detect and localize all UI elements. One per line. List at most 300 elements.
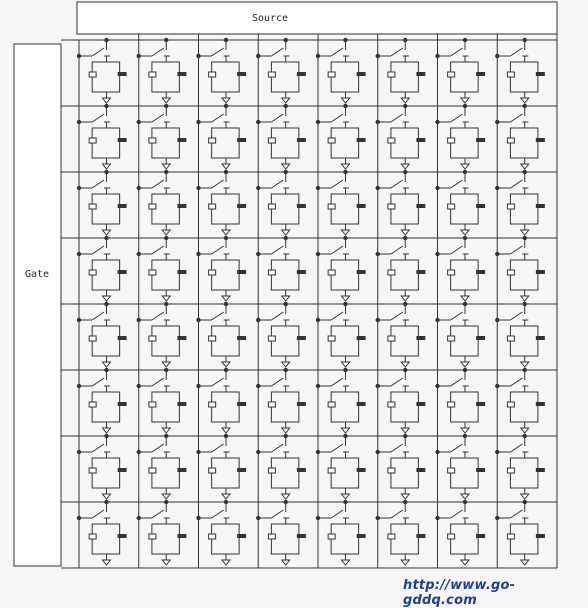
lc-cell-icon (268, 402, 275, 407)
lc-cell-icon (89, 270, 96, 275)
tft-switch-icon (271, 510, 283, 518)
tft-switch-icon (451, 48, 463, 56)
tft-switch-icon (391, 114, 403, 122)
storage-capacitor-icon (536, 138, 545, 142)
storage-capacitor-icon (357, 204, 366, 208)
ground-icon (341, 230, 349, 235)
storage-capacitor-icon (416, 138, 425, 142)
pixel-cell (316, 236, 366, 301)
lc-cell-icon (328, 138, 335, 143)
tft-switch-icon (92, 180, 104, 188)
storage-capacitor-icon (237, 468, 246, 472)
ground-icon (222, 164, 230, 169)
ground-icon (401, 362, 409, 367)
ground-icon (222, 560, 230, 565)
tft-switch-icon (451, 510, 463, 518)
ground-icon (102, 560, 110, 565)
lc-cell-icon (448, 138, 455, 143)
pixel-cell (256, 302, 306, 367)
lc-cell-icon (149, 402, 156, 407)
ground-icon (461, 296, 469, 301)
lc-cell-icon (89, 138, 96, 143)
pixel-cell (77, 104, 127, 169)
ground-icon (162, 362, 170, 367)
pixel-cell (316, 500, 366, 565)
tft-switch-icon (391, 444, 403, 452)
pixel-cell (196, 38, 246, 103)
ground-icon (401, 296, 409, 301)
storage-capacitor-icon (357, 138, 366, 142)
storage-capacitor-icon (536, 270, 545, 274)
tft-switch-icon (451, 180, 463, 188)
storage-capacitor-icon (476, 468, 485, 472)
lc-cell-icon (507, 468, 514, 473)
ground-icon (282, 560, 290, 565)
storage-capacitor-icon (237, 336, 246, 340)
pixel-cell (376, 104, 426, 169)
pixel-cell (137, 368, 187, 433)
ground-icon (222, 98, 230, 103)
tft-switch-icon (212, 312, 224, 320)
storage-capacitor-icon (416, 534, 425, 538)
tft-switch-icon (391, 510, 403, 518)
ground-icon (162, 560, 170, 565)
storage-capacitor-icon (416, 270, 425, 274)
pixel-cell (435, 170, 485, 235)
ground-icon (282, 296, 290, 301)
lc-cell-icon (388, 204, 395, 209)
tft-switch-icon (451, 444, 463, 452)
lc-cell-icon (448, 534, 455, 539)
lc-cell-icon (268, 204, 275, 209)
lc-cell-icon (209, 468, 216, 473)
storage-capacitor-icon (476, 402, 485, 406)
tft-switch-icon (510, 48, 522, 56)
pixel-cell (137, 302, 187, 367)
storage-capacitor-icon (177, 468, 186, 472)
tft-switch-icon (212, 246, 224, 254)
lc-cell-icon (328, 468, 335, 473)
storage-capacitor-icon (476, 270, 485, 274)
ground-icon (521, 428, 529, 433)
storage-capacitor-icon (416, 402, 425, 406)
storage-capacitor-icon (357, 270, 366, 274)
ground-icon (162, 164, 170, 169)
tft-switch-icon (451, 312, 463, 320)
tft-switch-icon (212, 510, 224, 518)
storage-capacitor-icon (536, 336, 545, 340)
tft-switch-icon (391, 180, 403, 188)
tft-switch-icon (212, 444, 224, 452)
pixel-cell (196, 104, 246, 169)
tft-switch-icon (331, 312, 343, 320)
lc-cell-icon (507, 402, 514, 407)
pixel-cell (435, 38, 485, 103)
lc-cell-icon (268, 72, 275, 77)
lc-cell-icon (388, 468, 395, 473)
lc-cell-icon (328, 72, 335, 77)
tft-switch-icon (271, 114, 283, 122)
storage-capacitor-icon (536, 534, 545, 538)
pixel-cell (376, 302, 426, 367)
storage-capacitor-icon (357, 468, 366, 472)
ground-icon (162, 98, 170, 103)
storage-capacitor-icon (297, 336, 306, 340)
ground-icon (461, 494, 469, 499)
storage-capacitor-icon (297, 468, 306, 472)
pixel-cell (137, 170, 187, 235)
pixel-cell (495, 434, 545, 499)
pixel-cell (77, 302, 127, 367)
tft-switch-icon (391, 48, 403, 56)
lc-cell-icon (268, 270, 275, 275)
ground-icon (162, 428, 170, 433)
pixel-cell (137, 236, 187, 301)
ground-icon (401, 494, 409, 499)
ground-icon (282, 494, 290, 499)
pixel-cell (376, 368, 426, 433)
tft-switch-icon (92, 246, 104, 254)
lc-cell-icon (388, 138, 395, 143)
tft-switch-icon (510, 378, 522, 386)
ground-icon (341, 98, 349, 103)
storage-capacitor-icon (476, 138, 485, 142)
storage-capacitor-icon (536, 402, 545, 406)
tft-switch-icon (331, 114, 343, 122)
lc-cell-icon (149, 204, 156, 209)
storage-capacitor-icon (118, 72, 127, 76)
pixel-cell (495, 236, 545, 301)
lc-cell-icon (388, 336, 395, 341)
lc-cell-icon (448, 270, 455, 275)
tft-switch-icon (92, 444, 104, 452)
ground-icon (102, 428, 110, 433)
pixel-cell (256, 170, 306, 235)
tft-switch-icon (152, 510, 164, 518)
pixel-cell (435, 434, 485, 499)
lc-cell-icon (149, 270, 156, 275)
ground-icon (222, 428, 230, 433)
tft-switch-icon (391, 246, 403, 254)
storage-capacitor-icon (476, 534, 485, 538)
lc-cell-icon (89, 336, 96, 341)
storage-capacitor-icon (237, 402, 246, 406)
storage-capacitor-icon (536, 72, 545, 76)
tft-switch-icon (331, 180, 343, 188)
storage-capacitor-icon (536, 468, 545, 472)
gate-bus (14, 44, 61, 566)
lc-cell-icon (268, 468, 275, 473)
pixel-cell (376, 170, 426, 235)
pixel-cell (376, 38, 426, 103)
ground-icon (461, 98, 469, 103)
matrix-grid (61, 34, 557, 568)
lc-cell-icon (209, 270, 216, 275)
ground-icon (102, 494, 110, 499)
tft-switch-icon (331, 48, 343, 56)
gate-label: Gate (24, 269, 50, 280)
ground-icon (401, 98, 409, 103)
tft-switch-icon (92, 114, 104, 122)
lc-cell-icon (507, 336, 514, 341)
lc-cell-icon (328, 270, 335, 275)
ground-icon (341, 428, 349, 433)
tft-switch-icon (451, 246, 463, 254)
storage-capacitor-icon (177, 138, 186, 142)
pixel-cell (376, 500, 426, 565)
lc-cell-icon (89, 72, 96, 77)
tft-switch-icon (271, 312, 283, 320)
pixel-cell (435, 500, 485, 565)
pixel-cell (196, 302, 246, 367)
storage-capacitor-icon (476, 336, 485, 340)
tft-switch-icon (510, 444, 522, 452)
ground-icon (282, 98, 290, 103)
lc-cell-icon (388, 534, 395, 539)
pixel-cell (256, 434, 306, 499)
pixel-cell (256, 500, 306, 565)
pixel-cell (196, 170, 246, 235)
storage-capacitor-icon (297, 402, 306, 406)
source-bus (77, 2, 557, 34)
storage-capacitor-icon (476, 72, 485, 76)
lc-cell-icon (448, 72, 455, 77)
pixel-cell (316, 434, 366, 499)
tft-switch-icon (510, 312, 522, 320)
tft-switch-icon (331, 444, 343, 452)
lc-cell-icon (149, 468, 156, 473)
storage-capacitor-icon (118, 336, 127, 340)
tft-switch-icon (271, 444, 283, 452)
tft-switch-icon (212, 114, 224, 122)
ground-icon (222, 230, 230, 235)
storage-capacitor-icon (357, 402, 366, 406)
pixel-cell (495, 104, 545, 169)
lc-cell-icon (268, 534, 275, 539)
lc-cell-icon (89, 204, 96, 209)
lc-cell-icon (209, 534, 216, 539)
tft-switch-icon (510, 114, 522, 122)
tft-switch-icon (152, 48, 164, 56)
tft-switch-icon (152, 246, 164, 254)
ground-icon (341, 164, 349, 169)
pixel-cell (256, 236, 306, 301)
storage-capacitor-icon (357, 72, 366, 76)
lc-cell-icon (328, 204, 335, 209)
ground-icon (102, 296, 110, 301)
lc-cell-icon (507, 72, 514, 77)
tft-switch-icon (391, 378, 403, 386)
ground-icon (102, 98, 110, 103)
ground-icon (162, 494, 170, 499)
pixel-cell (77, 38, 127, 103)
storage-capacitor-icon (476, 204, 485, 208)
watermark-url: http://www.go-gddq.com (403, 578, 516, 608)
tft-switch-icon (152, 180, 164, 188)
tft-switch-icon (331, 378, 343, 386)
ground-icon (341, 362, 349, 367)
pixel-cell (435, 236, 485, 301)
pixel-cell (137, 500, 187, 565)
ground-icon (222, 362, 230, 367)
pixel-cell (137, 38, 187, 103)
pixel-cell (495, 500, 545, 565)
pixel-cell (495, 302, 545, 367)
pixel-cell (196, 500, 246, 565)
pixel-cell (77, 170, 127, 235)
lc-cell-icon (209, 138, 216, 143)
ground-icon (282, 164, 290, 169)
tft-switch-icon (451, 378, 463, 386)
ground-icon (401, 428, 409, 433)
pixel-cell (495, 170, 545, 235)
tft-switch-icon (152, 444, 164, 452)
lc-cell-icon (149, 336, 156, 341)
tft-switch-icon (92, 312, 104, 320)
tft-switch-icon (271, 378, 283, 386)
storage-capacitor-icon (177, 270, 186, 274)
lc-cell-icon (388, 402, 395, 407)
lc-cell-icon (388, 72, 395, 77)
ground-icon (521, 230, 529, 235)
lc-cell-icon (507, 534, 514, 539)
pixel-cell (435, 302, 485, 367)
tft-switch-icon (271, 180, 283, 188)
lc-cell-icon (89, 534, 96, 539)
lc-cell-icon (328, 534, 335, 539)
pixel-cell (196, 434, 246, 499)
ground-icon (461, 362, 469, 367)
ground-icon (222, 296, 230, 301)
storage-capacitor-icon (357, 534, 366, 538)
storage-capacitor-icon (237, 270, 246, 274)
lc-cell-icon (89, 402, 96, 407)
lc-cell-icon (149, 534, 156, 539)
storage-capacitor-icon (118, 270, 127, 274)
ground-icon (521, 296, 529, 301)
tft-switch-icon (92, 378, 104, 386)
pixel-cell (316, 38, 366, 103)
storage-capacitor-icon (118, 204, 127, 208)
pixel-cell (376, 236, 426, 301)
tft-switch-icon (92, 510, 104, 518)
lc-cell-icon (448, 336, 455, 341)
storage-capacitor-icon (118, 468, 127, 472)
storage-capacitor-icon (297, 204, 306, 208)
ground-icon (162, 230, 170, 235)
pixel-cell (196, 236, 246, 301)
pixel-cell (196, 368, 246, 433)
tft-switch-icon (510, 180, 522, 188)
lc-cell-icon (268, 336, 275, 341)
pixel-cell (376, 434, 426, 499)
ground-icon (521, 164, 529, 169)
pixel-cell (77, 236, 127, 301)
tft-switch-icon (510, 246, 522, 254)
storage-capacitor-icon (177, 336, 186, 340)
pixel-cell (256, 104, 306, 169)
lc-cell-icon (89, 468, 96, 473)
ground-icon (341, 494, 349, 499)
ground-icon (461, 560, 469, 565)
storage-capacitor-icon (177, 534, 186, 538)
pixel-cell (435, 368, 485, 433)
storage-capacitor-icon (536, 204, 545, 208)
ground-icon (521, 98, 529, 103)
lc-cell-icon (209, 336, 216, 341)
pixel-cell (316, 170, 366, 235)
storage-capacitor-icon (297, 534, 306, 538)
storage-capacitor-icon (416, 72, 425, 76)
storage-capacitor-icon (118, 402, 127, 406)
storage-capacitor-icon (118, 534, 127, 538)
lc-cell-icon (209, 72, 216, 77)
tft-switch-icon (391, 312, 403, 320)
lc-cell-icon (268, 138, 275, 143)
storage-capacitor-icon (118, 138, 127, 142)
ground-icon (282, 230, 290, 235)
lc-cell-icon (448, 468, 455, 473)
storage-capacitor-icon (237, 138, 246, 142)
pixel-cells (77, 38, 545, 565)
tft-switch-icon (212, 180, 224, 188)
ground-icon (282, 362, 290, 367)
pixel-cell (316, 302, 366, 367)
lc-cell-icon (209, 402, 216, 407)
lc-cell-icon (149, 138, 156, 143)
storage-capacitor-icon (177, 72, 186, 76)
storage-capacitor-icon (416, 204, 425, 208)
ground-icon (282, 428, 290, 433)
ground-icon (222, 494, 230, 499)
ground-icon (102, 230, 110, 235)
ground-icon (461, 230, 469, 235)
tft-switch-icon (152, 378, 164, 386)
ground-icon (341, 560, 349, 565)
source-label: Source (251, 13, 289, 24)
tft-switch-icon (152, 114, 164, 122)
pixel-cell (77, 368, 127, 433)
pixel-cell (435, 104, 485, 169)
pixel-cell (316, 368, 366, 433)
ground-icon (401, 560, 409, 565)
lc-cell-icon (149, 72, 156, 77)
storage-capacitor-icon (416, 468, 425, 472)
storage-capacitor-icon (177, 402, 186, 406)
storage-capacitor-icon (237, 72, 246, 76)
pixel-cell (77, 500, 127, 565)
pixel-cell (137, 434, 187, 499)
tft-switch-icon (152, 312, 164, 320)
storage-capacitor-icon (297, 72, 306, 76)
ground-icon (401, 164, 409, 169)
lc-cell-icon (388, 270, 395, 275)
tft-switch-icon (451, 114, 463, 122)
pixel-cell (316, 104, 366, 169)
tft-switch-icon (331, 246, 343, 254)
storage-capacitor-icon (177, 204, 186, 208)
ground-icon (401, 230, 409, 235)
ground-icon (521, 560, 529, 565)
ground-icon (162, 296, 170, 301)
ground-icon (521, 362, 529, 367)
tft-switch-icon (271, 246, 283, 254)
ground-icon (102, 164, 110, 169)
ground-icon (461, 428, 469, 433)
storage-capacitor-icon (297, 270, 306, 274)
lc-cell-icon (507, 204, 514, 209)
pixel-cell (495, 38, 545, 103)
